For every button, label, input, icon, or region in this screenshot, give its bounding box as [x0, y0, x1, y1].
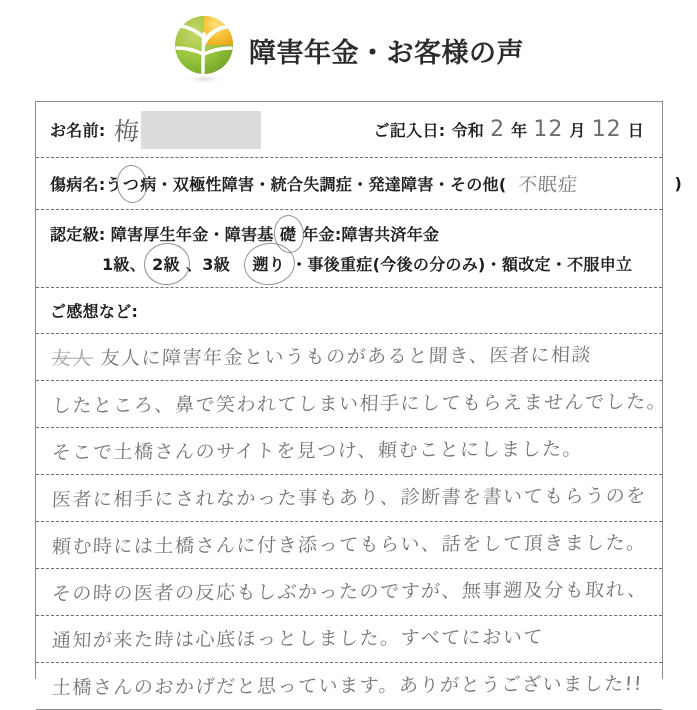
illness-option-utsu-byou: 病 — [140, 175, 157, 194]
date-field-group — [374, 117, 648, 142]
date-year-unit: 年 — [511, 121, 528, 140]
row-illness — [36, 158, 683, 210]
handwriting-line — [36, 569, 662, 616]
name-label: お名前: — [50, 121, 106, 140]
illness-options — [50, 170, 682, 197]
handwriting-line-text: そこで土橋さんのサイトを見つけ、頼むことにしました。 — [51, 437, 584, 464]
handwriting-line-text: 友人に障害年金というものがあると聞き、医者に相談 — [100, 343, 593, 370]
grade-other-options: ・事後重症(今後の分のみ)・額改定・不服申立 — [291, 255, 633, 274]
name-handwritten-value: 梅 — [112, 116, 140, 146]
grade-pension-types-c: 年金:障害共済年金 — [302, 225, 440, 244]
handwriting-line-text: 頼む時には土橋さんに付き添ってもらい、話をして頂きました。 — [51, 531, 648, 558]
date-label: ご記入日: — [373, 121, 446, 140]
handwriting-text — [51, 343, 593, 370]
grade-level-1: 1級、 — [102, 255, 147, 274]
row-name-date — [36, 102, 662, 158]
illness-option-utsu-u: う — [105, 175, 122, 194]
date-era-label: 令和 — [451, 121, 485, 140]
name-field-group — [50, 111, 261, 149]
date-year-value: 2 — [490, 117, 506, 142]
illness-options-rest: ・双極性障害・統合失調症・発達障害・その他( — [156, 175, 507, 194]
grade-level-2-circled: 2級 — [151, 252, 181, 275]
date-month-value: 12 — [533, 117, 564, 142]
grade-pension-types-a: 障害厚生年金・障害基 — [110, 225, 274, 244]
header-inner — [173, 14, 524, 86]
grade-line-2 — [50, 252, 632, 275]
handwriting-line — [36, 663, 662, 710]
illness-other-handwritten: 不眠症 — [517, 174, 580, 196]
date-day-value: 12 — [591, 117, 622, 142]
impressions-label: ご感想など: — [50, 302, 139, 321]
handwriting-line — [36, 616, 662, 663]
date-day-unit: 日 — [627, 121, 644, 140]
handwriting-line — [36, 522, 662, 569]
handwriting-line — [36, 381, 668, 428]
handwriting-line-text: したところ、鼻で笑われてしまい相手にしてもらえませんでした。 — [51, 390, 668, 417]
handwriting-line-text: 土橋さんのおかげだと思っています。ありがとうございました!! — [51, 672, 644, 699]
handwriting-line-text: 通知が来た時は心底ほっとしました。すべてにおいて — [51, 625, 545, 652]
date-month-unit: 月 — [569, 121, 586, 140]
page-header — [0, 0, 697, 100]
grade-label: 認定級: — [50, 225, 106, 244]
row-impressions-header — [36, 288, 662, 334]
handwriting-strikethrough: 友人 — [51, 347, 94, 370]
testimonial-form-sheet — [35, 101, 683, 699]
grade-retroactive-circled: 遡り — [251, 252, 286, 275]
handwriting-line-text: 医者に相手にされなかった事もあり、診断書を書いてもらうのを — [51, 484, 648, 511]
illness-close-paren: ) — [674, 174, 683, 193]
handwriting-line-text: その時の医者の反応もしぶかったのですが、無事遡及分も取れ、 — [51, 578, 649, 605]
grade-level-3: 、3級 — [185, 255, 247, 274]
handwriting-line — [36, 475, 662, 522]
handwriting-line — [36, 428, 662, 475]
green-sphere-logo-icon — [173, 14, 235, 86]
row-certification-grade — [36, 210, 662, 288]
handwriting-line — [36, 334, 662, 381]
illness-option-utsu-circled: つ — [122, 172, 140, 195]
name-redaction-box — [141, 111, 261, 149]
grade-line-1 — [50, 222, 439, 245]
page-title: 障害年金・お客様の声 — [249, 37, 524, 69]
grade-kiso-circled: 礎 — [279, 222, 297, 245]
illness-label: 傷病名: — [50, 175, 106, 194]
